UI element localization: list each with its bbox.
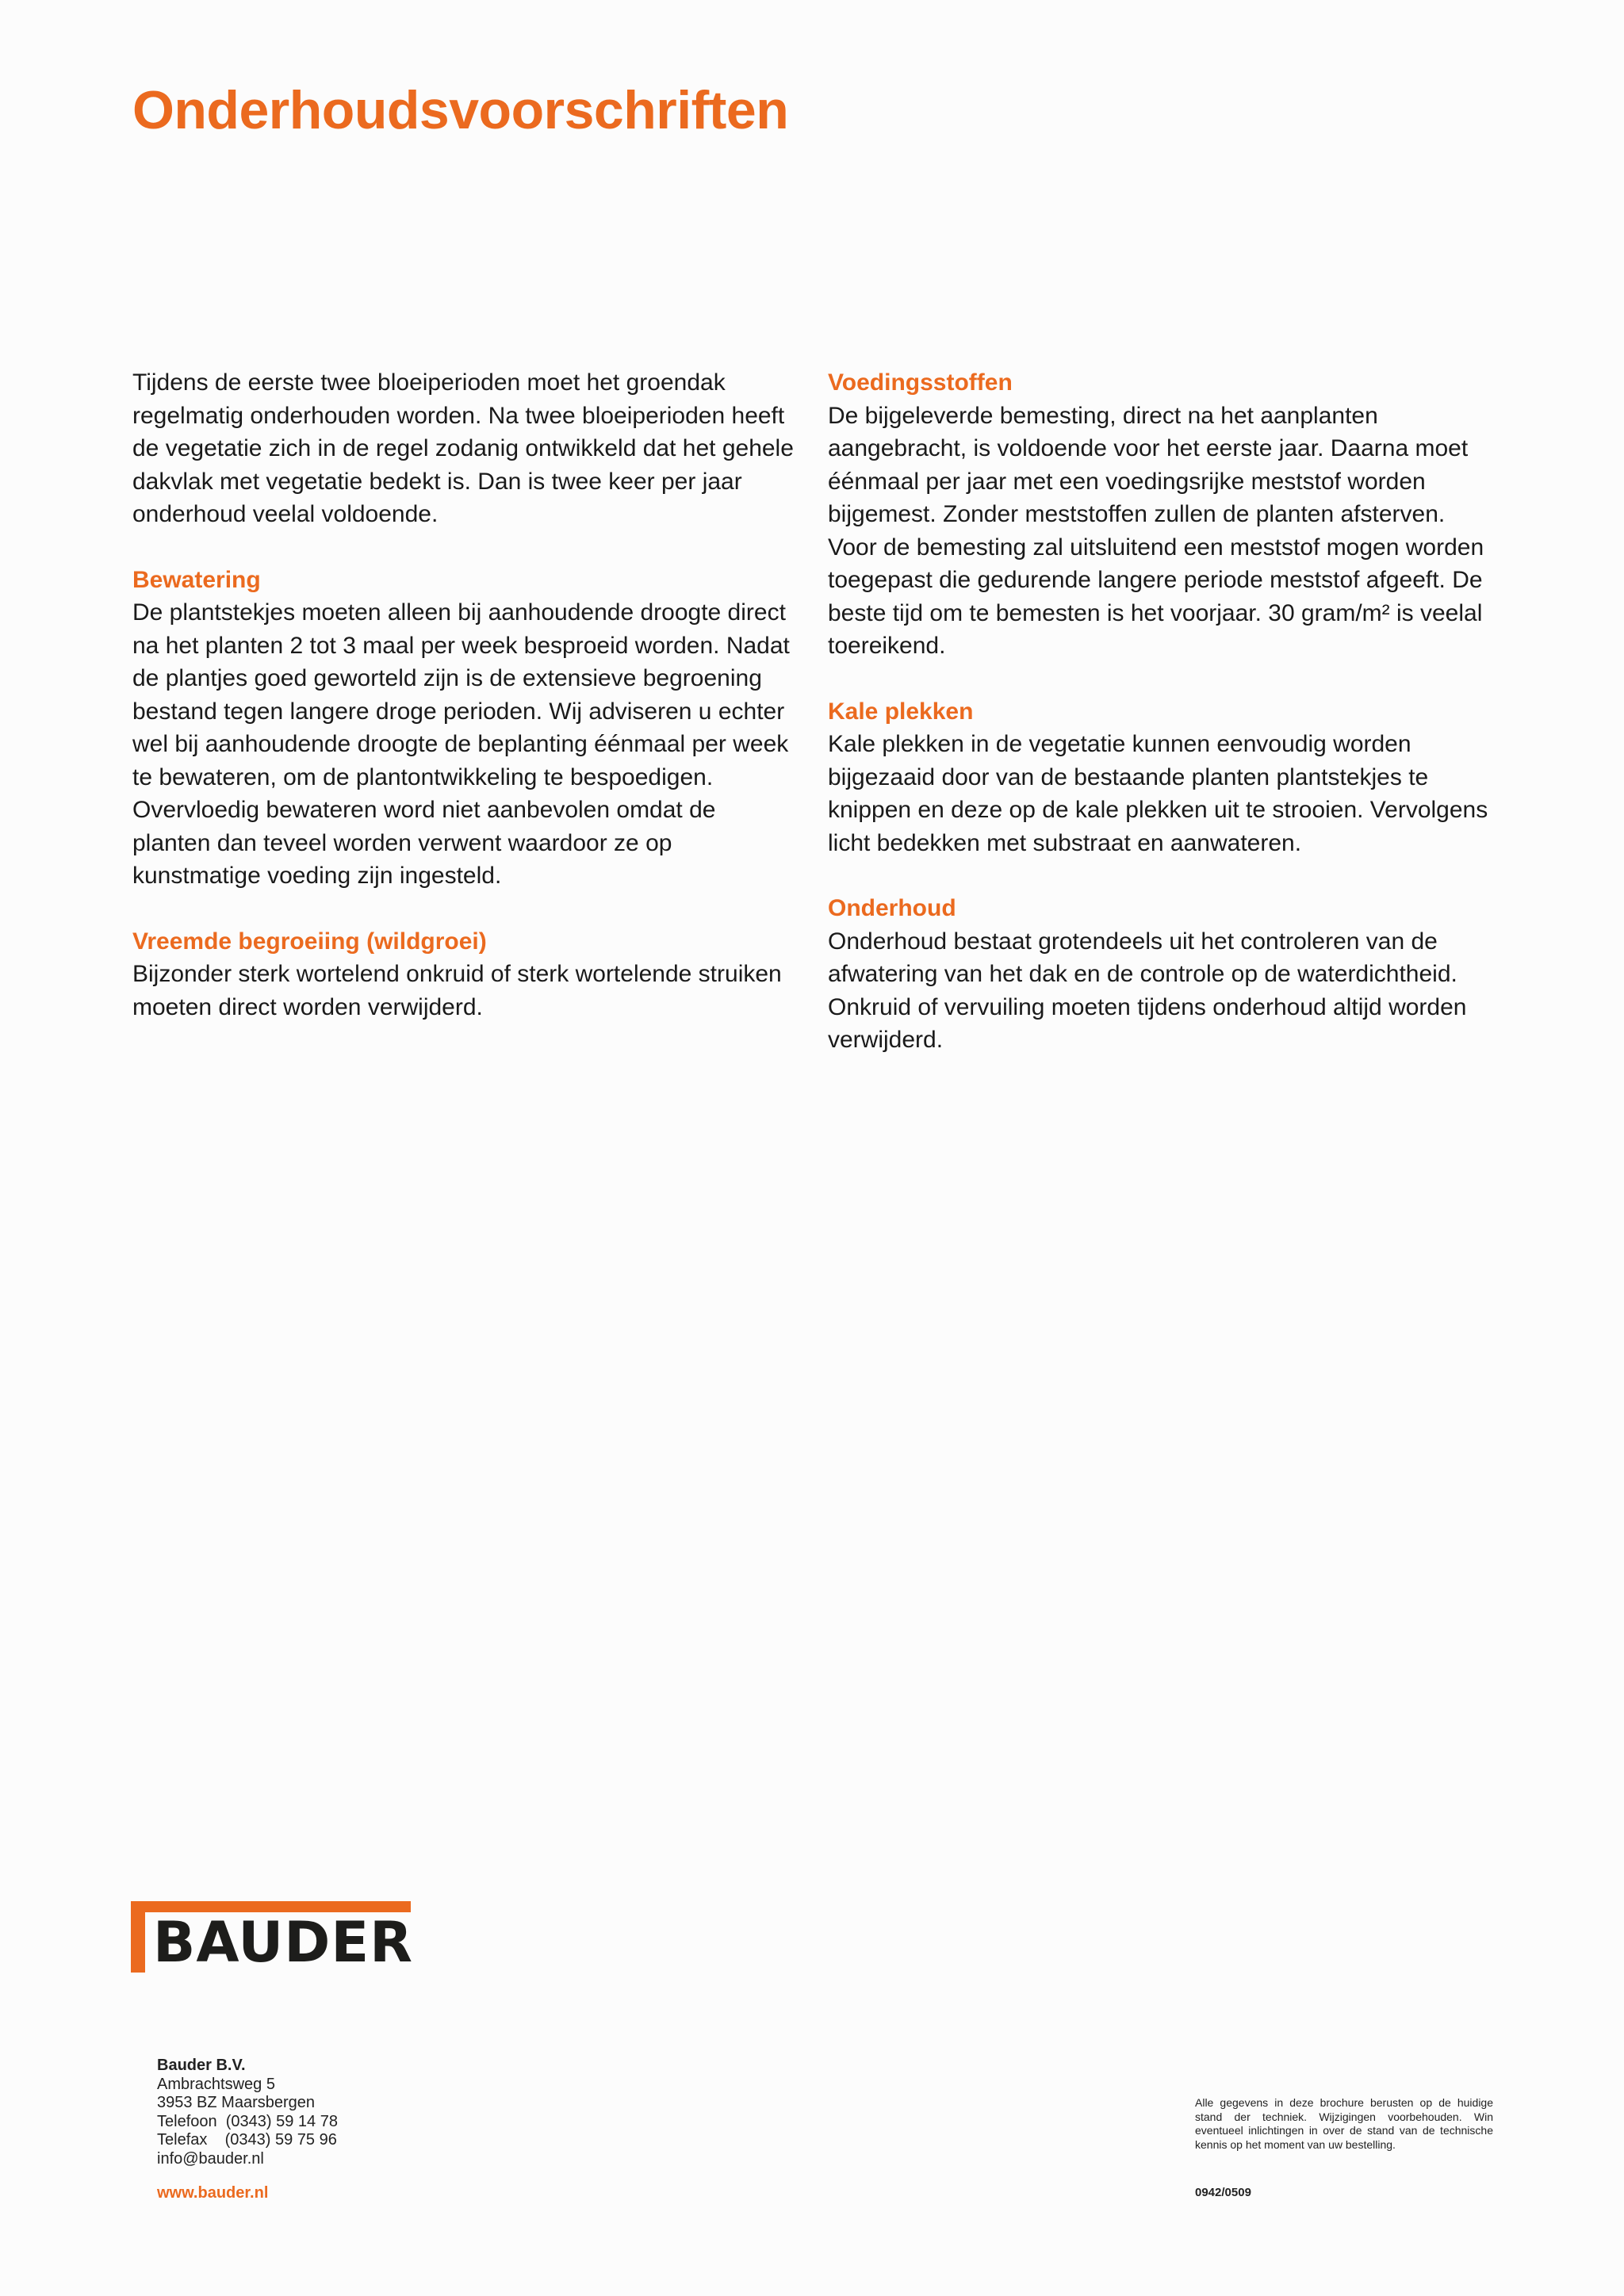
bewatering-section xyxy=(132,564,799,893)
wildgroei-paragraph: Bijzonder sterk wortelend onkruid of sterk wortelende struiken moeten direct worden verwijderd. xyxy=(132,961,782,1020)
left-column xyxy=(132,366,799,1056)
intro-section xyxy=(132,366,799,531)
address-city: 3953 BZ Maarsbergen xyxy=(157,2094,316,2111)
address-street: Ambrachtsweg 5 xyxy=(157,2075,275,2093)
wildgroei-heading: Vreemde begroeiing (wildgroei) xyxy=(132,928,487,955)
intro-paragraph: Tijdens de eerste twee bloeiperioden moet het groendak regelmatig onderhouden worden. Na twee bloeiperioden heeft de vegetatie zich in de regel zodanig ontwikkeld dat het gehele dakvlak met vegetatie bedekt is. Dan is twee keer per jaar onderhoud veelal voldoende. xyxy=(132,369,794,527)
logo-bar-left xyxy=(131,1901,145,1973)
disclaimer-text: Alle gegevens in deze brochure berusten op de huidige stand der techniek. Wijzigingen voorbehouden. Win eventueel inlichtingen in over de stand van de technische kennis op het moment van uw bestelling. xyxy=(1195,2096,1493,2151)
bewatering-paragraph: De plantstekjes moeten alleen bij aanhoudende droogte direct na het planten 2 tot 3 maal per week besproeid worden. Nadat de plantjes goed geworteld zijn is de extensieve begroening bestand tegen langere droge perioden. Wij adviseren u echter wel bij aanhoudende droogte de beplanting éénmaal per week te bewateren, om de plantontwikkeling te bespoedigen. Overvloedig bewateren word niet aanbevolen omdat de planten dan teveel worden verwent waardoor ze op kunstmatige voeding zijn ingesteld. xyxy=(132,599,790,889)
company-address xyxy=(157,2057,338,2168)
onderhoud-heading: Onderhoud xyxy=(828,895,956,921)
onderhoud-paragraph: Onderhoud bestaat grotendeels uit het controleren van de afwatering van het dak en de controle op de waterdichtheid. Onkruid of vervuiling moeten tijdens onderhoud altijd worden verwijderd. xyxy=(828,928,1467,1053)
kale-plekken-section xyxy=(828,695,1494,860)
page-title: Onderhoudsvoorschriften xyxy=(132,80,789,140)
email-address[interactable]: info@bauder.nl xyxy=(157,2149,264,2168)
voedingsstoffen-section xyxy=(828,366,1494,663)
phone-number: Telefoon (0343) 59 14 78 xyxy=(157,2112,338,2130)
company-name: Bauder B.V. xyxy=(157,2057,246,2074)
website-link[interactable]: www.bauder.nl xyxy=(157,2184,269,2202)
kale-plekken-heading: Kale plekken xyxy=(828,698,974,725)
bewatering-heading: Bewatering xyxy=(132,566,261,593)
onderhoud-section xyxy=(828,892,1494,1057)
voedingsstoffen-paragraph: De bijgeleverde bemesting, direct na het aanplanten aangebracht, is voldoende voor het eerste jaar. Daarna moet éénmaal per jaar met een voedingsrijke meststof worden bijgemest. Zonder meststoffen zullen de planten afsterven. Voor de bemesting zal uitsluitend een meststof mogen worden toegepast die gedurende langere periode meststof afgeeft. De beste tijd om te bemesten is het voorjaar. 30 gram/m² is veelal toereikend. xyxy=(828,402,1484,659)
right-column xyxy=(828,366,1494,1089)
wildgroei-section xyxy=(132,925,799,1024)
kale-plekken-paragraph: Kale plekken in de vegetatie kunnen eenvoudig worden bijgezaaid door van de bestaande planten plantstekjes te knippen en deze op de kale plekken uit te strooien. Vervolgens licht bedekken met substraat en aanwateren. xyxy=(828,731,1488,856)
document-code: 0942/0509 xyxy=(1195,2186,1251,2199)
voedingsstoffen-heading: Voedingsstoffen xyxy=(828,369,1013,396)
logo-wordmark: BAUDER xyxy=(153,1910,414,1975)
bauder-logo xyxy=(131,1901,412,1973)
fax-number: Telefax (0343) 59 75 96 xyxy=(157,2131,337,2149)
